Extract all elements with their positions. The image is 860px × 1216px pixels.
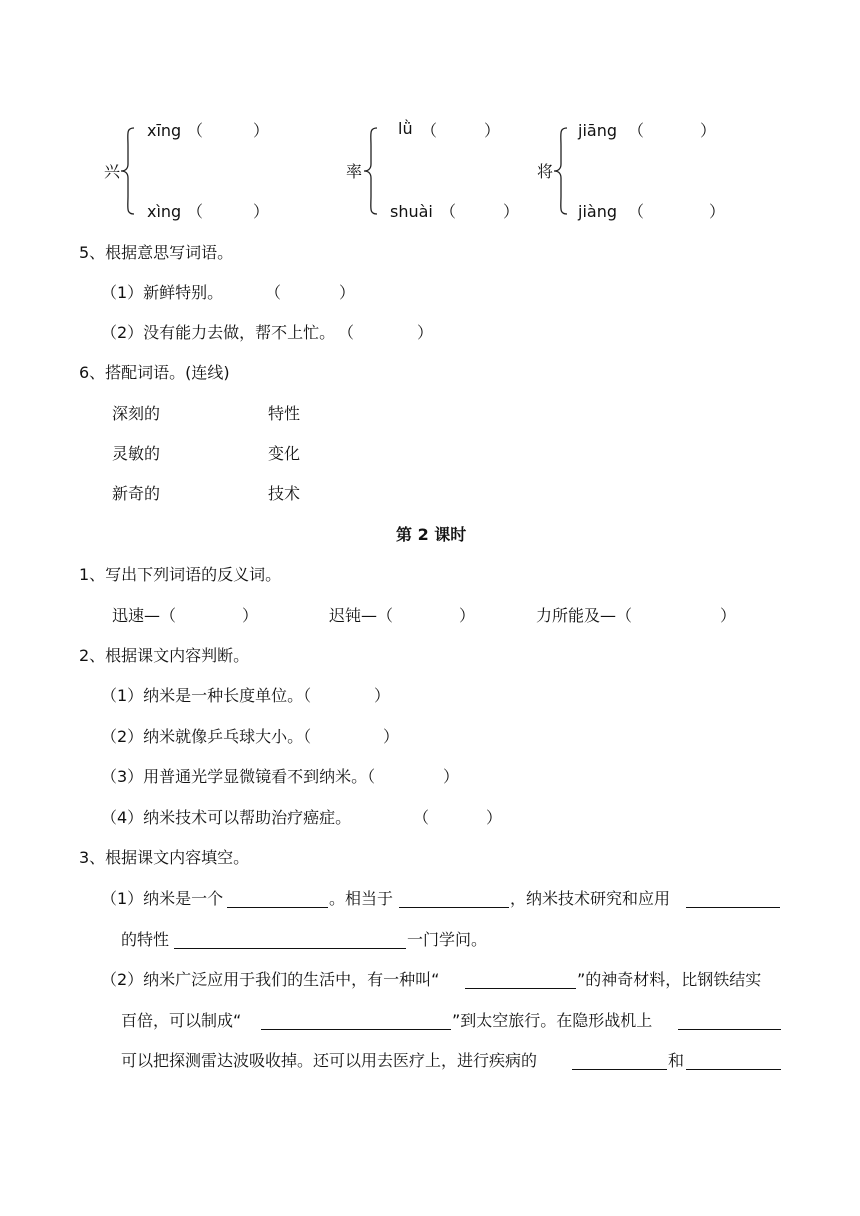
paren-close: ） [443,767,460,786]
antonym-item-2: 迟钝—（ [329,606,394,625]
fill-blank[interactable] [261,1011,451,1030]
q6-right-word: 技术 [268,484,301,503]
paren-close: ） [709,202,726,221]
pinyin-jiang1: jiāng [578,121,617,140]
polyphone-char-lv: 率 [346,162,363,181]
pinyin-lv: lǜ [398,119,413,138]
paren-close: ） [720,606,737,625]
fill-para-2-a: （2）纳米广泛应用于我们的生活中，有一种叫“ [101,970,440,989]
question-5-title: 5、根据意思写词语。 [79,243,234,262]
l2-question-1-title: 1、写出下列词语的反义词。 [79,565,282,584]
fill-blank[interactable] [465,970,576,989]
judge-item-1: （1）纳米是一种长度单位。（ [101,686,312,705]
fill-para-1-c: ，纳米技术研究和应用 [510,889,671,908]
pinyin-shuai: shuài [390,202,433,221]
fill-para-2-f: 和 [668,1051,685,1070]
paren-close: ） [242,606,259,625]
paren-close: ） [459,606,476,625]
antonym-item-3: 力所能及—（ [536,606,633,625]
paren-open: （ [338,323,355,342]
paren-close: ） [253,202,270,221]
q6-left-word: 灵敏的 [112,444,161,463]
q6-left-word: 深刻的 [112,404,161,423]
q5-item-2: （2）没有能力去做，帮不上忙。 [101,323,336,342]
fill-para-2-b: ”的神奇材料，比钢铁结实 [577,970,762,989]
pinyin-xing4: xìng [147,202,182,221]
paren-open: （ [413,808,430,827]
paren-close: ） [486,808,503,827]
q6-right-word: 变化 [268,444,301,463]
paren-close: ） [417,323,434,342]
fill-para-2-d: ”到太空旅行。在隐形战机上 [452,1011,653,1030]
q6-right-word: 特性 [268,404,301,423]
fill-blank[interactable] [686,1051,781,1070]
brace-icon [120,126,136,216]
paren-close: ） [700,121,717,140]
brace-icon [553,126,569,216]
paren-open: （ [628,202,645,221]
paren-close: ） [253,121,270,140]
polyphone-char-jiang: 将 [537,162,554,181]
paren-open: （ [440,202,457,221]
judge-item-2: （2）纳米就像乒乓球大小。（ [101,727,312,746]
paren-open: （ [628,121,645,140]
question-6-title: 6、搭配词语。(连线) [79,363,230,382]
paren-close: ） [383,727,400,746]
fill-para-2-e: 可以把探测雷达波吸收掉。还可以用去医疗上，进行疾病的 [121,1051,538,1070]
fill-blank[interactable] [174,930,406,949]
paren-open: （ [187,202,204,221]
antonym-item-1: 迅速—（ [112,606,177,625]
fill-para-1-a: （1）纳米是一个 [101,889,224,908]
pinyin-xing1: xīng [147,121,182,140]
paren-close: ） [503,202,520,221]
fill-para-1-e: 一门学问。 [407,930,488,949]
pinyin-jiang4: jiàng [578,202,617,221]
fill-para-2-c: 百倍，可以制成“ [121,1011,242,1030]
lesson-2-heading: 第 2 课时 [396,525,467,544]
paren-open: （ [421,121,438,140]
polyphone-char-xing: 兴 [104,162,121,181]
l2-question-3-title: 3、根据课文内容填空。 [79,848,250,867]
fill-blank[interactable] [678,1011,781,1030]
paren-close: ） [484,121,501,140]
brace-icon [363,126,379,216]
fill-para-1-d: 的特性 [121,930,170,949]
fill-blank[interactable] [572,1051,667,1070]
paren-open: （ [187,121,204,140]
l2-question-2-title: 2、根据课文内容判断。 [79,646,250,665]
fill-blank[interactable] [227,889,328,908]
fill-para-1-b: 。相当于 [329,889,394,908]
q5-item-1: （1）新鲜特别。 [101,283,224,302]
judge-item-3: （3）用普通光学显微镜看不到纳米。（ [101,767,376,786]
fill-blank[interactable] [686,889,780,908]
paren-close: ） [339,283,356,302]
fill-blank[interactable] [399,889,509,908]
paren-close: ） [374,686,391,705]
paren-open: （ [265,283,282,302]
judge-item-4: （4）纳米技术可以帮助治疗癌症。 [101,808,352,827]
q6-left-word: 新奇的 [112,484,161,503]
